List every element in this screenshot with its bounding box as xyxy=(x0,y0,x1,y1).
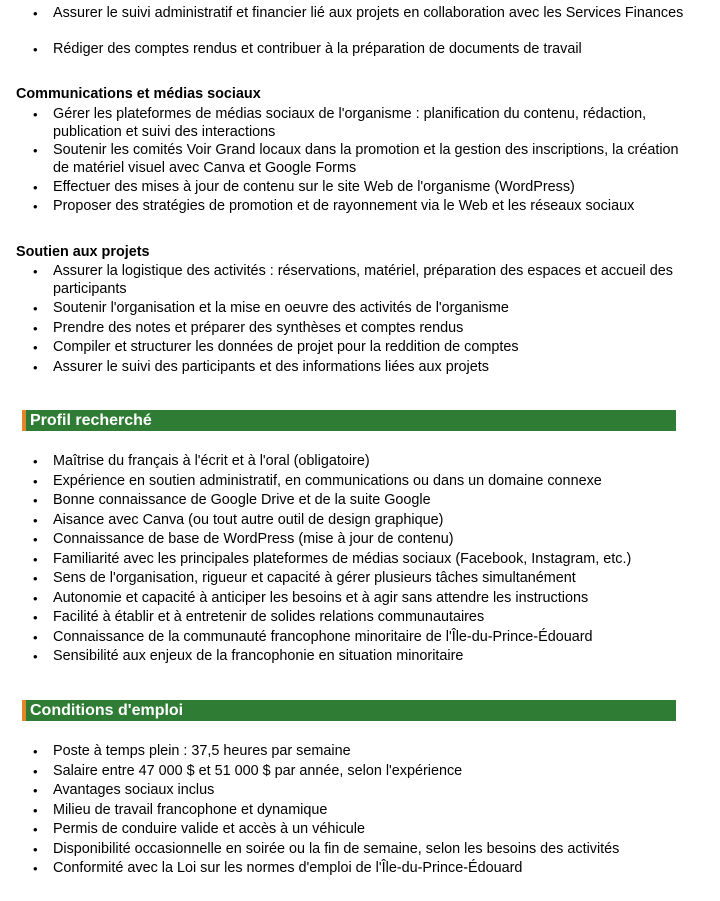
list-item: • Connaissance de base de WordPress (mise à jour de contenu) xyxy=(33,531,454,547)
bullet-icon: • xyxy=(33,493,38,508)
list-item: • Familiarité avec les principales plateformes de médias sociaux (Facebook, Instagram, etc.) xyxy=(33,551,632,567)
bullet-icon: • xyxy=(33,199,38,214)
list-item: • Sensibilité aux enjeux de la francophonie en situation minoritaire xyxy=(33,648,464,664)
bullet-icon: • xyxy=(33,783,38,798)
bullet-icon: • xyxy=(33,301,38,316)
list-item: • Autonomie et capacité à anticiper les besoins et à agir sans attendre les instructions xyxy=(33,590,589,606)
list-item: • Conformité avec la Loi sur les normes d'emploi de l'Île-du-Prince-Édouard xyxy=(33,860,523,876)
bullet-icon: • xyxy=(33,861,38,876)
list-item: • Facilité à établir et à entretenir de solides relations communautaires xyxy=(33,609,485,625)
section-banner-conditions xyxy=(22,700,676,721)
bullet-icon: • xyxy=(33,842,38,857)
list-item: • Salaire entre 47 000 $ et 51 000 $ par année, selon l'expérience xyxy=(33,763,463,779)
list-item: • Permis de conduire valide et accès à un véhicule xyxy=(33,821,365,837)
list-item: • Milieu de travail francophone et dynamique xyxy=(33,802,328,818)
bullet-icon: • xyxy=(33,42,38,57)
bullet-icon: • xyxy=(33,180,38,195)
section-title-soutien: Soutien aux projets xyxy=(16,244,150,260)
bullet-icon: • xyxy=(33,630,38,645)
banner-title: Profil recherché xyxy=(30,412,152,429)
bullet-icon: • xyxy=(33,454,38,469)
bullet-icon: • xyxy=(33,744,38,759)
section-banner-profil xyxy=(22,410,676,431)
list-item: • Effectuer des mises à jour de contenu sur le site Web de l'organisme (WordPress) xyxy=(33,179,575,195)
bullet-icon: • xyxy=(33,822,38,837)
bullet-icon: • xyxy=(33,340,38,355)
list-item: • Gérer les plateformes de médias sociaux de l'organisme : planification du contenu, rédaction, publication et suivi des interactions xyxy=(33,106,647,140)
list-item: • Sens de l'organisation, rigueur et capacité à gérer plusieurs tâches simultanément xyxy=(33,570,576,586)
bullet-icon: • xyxy=(33,513,38,528)
list-item: • Disponibilité occasionnelle en soirée ou la fin de semaine, selon les besoins des activités xyxy=(33,841,620,857)
list-item: • Assurer la logistique des activités : réservations, matériel, préparation des espaces et accueil des participants xyxy=(33,263,673,297)
list-item: • Poste à temps plein : 37,5 heures par semaine xyxy=(33,743,351,759)
bullet-icon: • xyxy=(33,610,38,625)
bullet-icon: • xyxy=(33,360,38,375)
bullet-icon: • xyxy=(33,143,38,158)
list-item: • Soutenir l'organisation et la mise en oeuvre des activités de l'organisme xyxy=(33,300,509,316)
bullet-icon: • xyxy=(33,532,38,547)
bullet-icon: • xyxy=(33,591,38,606)
list-item: • Maîtrise du français à l'écrit et à l'oral (obligatoire) xyxy=(33,453,370,469)
bullet-icon: • xyxy=(33,474,38,489)
bullet-icon: • xyxy=(33,264,38,279)
section-title-communications: Communications et médias sociaux xyxy=(16,86,261,102)
bullet-icon: • xyxy=(33,552,38,567)
banner-title: Conditions d'emploi xyxy=(30,702,184,719)
list-item: • Proposer des stratégies de promotion et de rayonnement via le Web et les réseaux sociaux xyxy=(33,198,635,214)
bullet-icon: • xyxy=(33,571,38,586)
list-item: • Prendre des notes et préparer des synthèses et comptes rendus xyxy=(33,320,464,336)
list-item: • Avantages sociaux inclus xyxy=(33,782,215,798)
bullet-icon: • xyxy=(33,107,38,122)
list-item: • Connaissance de la communauté francophone minoritaire de l'Île-du-Prince-Édouard xyxy=(33,629,593,645)
list-item: • Soutenir les comités Voir Grand locaux dans la promotion et la gestion des inscriptions, la création de matériel visuel avec Canva et Google Forms xyxy=(33,142,679,176)
list-item: • Bonne connaissance de Google Drive et de la suite Google xyxy=(33,492,431,508)
list-item: • Assurer le suivi administratif et financier lié aux projets en collaboration avec les Services Finances xyxy=(33,5,684,21)
list-item: • Compiler et structurer les données de projet pour la reddition de comptes xyxy=(33,339,519,355)
list-item: • Aisance avec Canva (ou tout autre outil de design graphique) xyxy=(33,512,444,528)
list-item: • Expérience en soutien administratif, en communications ou dans un domaine connexe xyxy=(33,473,602,489)
bullet-icon: • xyxy=(33,764,38,779)
bullet-icon: • xyxy=(33,321,38,336)
bullet-icon: • xyxy=(33,6,38,21)
list-item: • Assurer le suivi des participants et des informations liées aux projets xyxy=(33,359,489,375)
list-item: • Rédiger des comptes rendus et contribuer à la préparation de documents de travail xyxy=(33,41,582,57)
bullet-icon: • xyxy=(33,803,38,818)
bullet-icon: • xyxy=(33,649,38,664)
